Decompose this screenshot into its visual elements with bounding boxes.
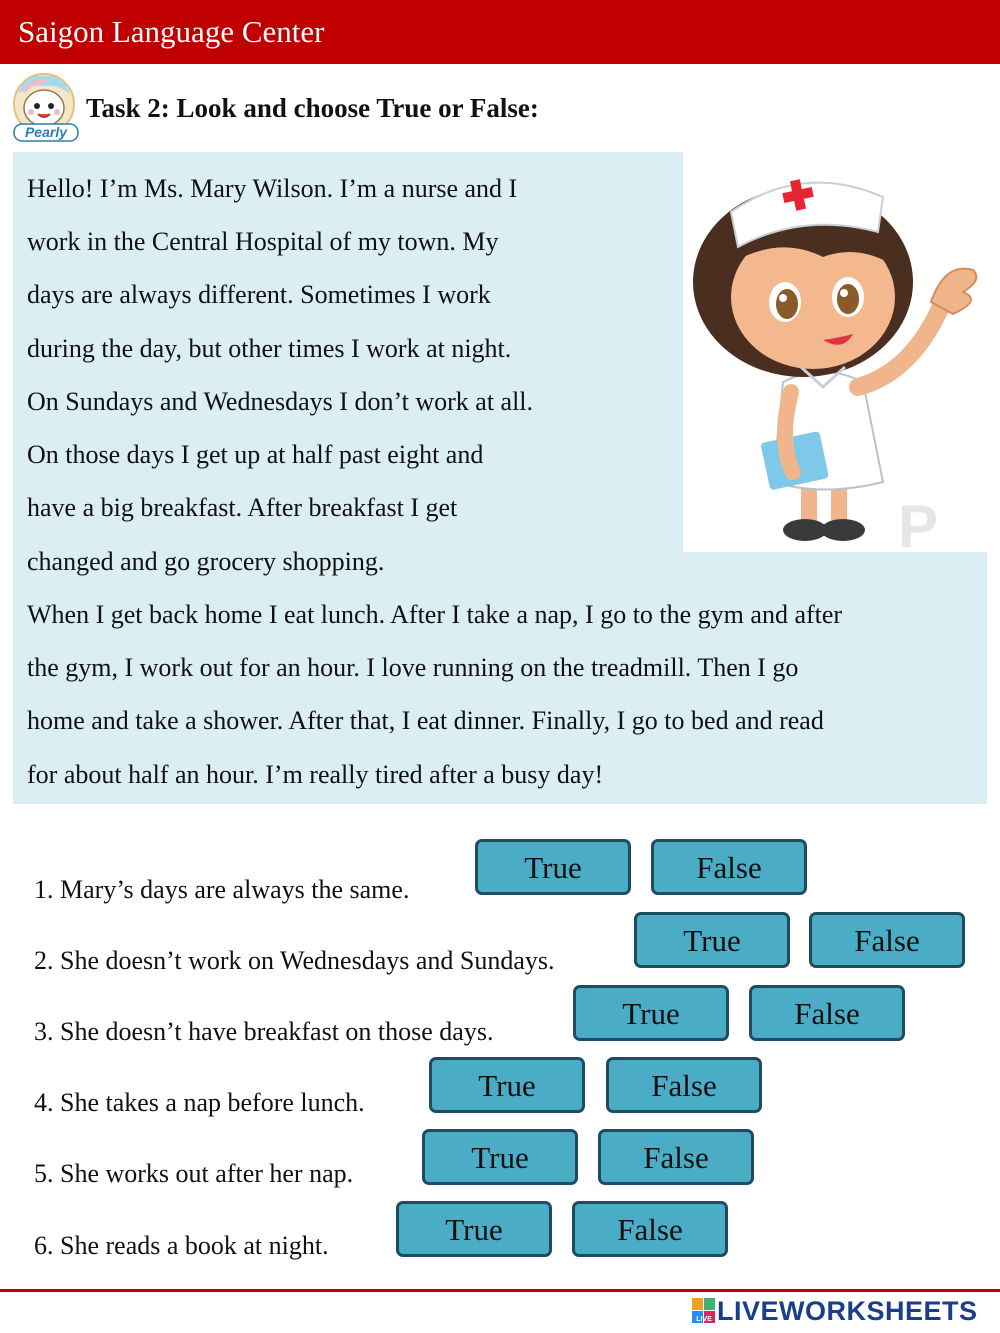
q5-true-button[interactable]: True <box>422 1129 578 1185</box>
reading-line: Hello! I’m Ms. Mary Wilson. I’m a nurse and I <box>27 174 518 203</box>
question-4: 4. She takes a nap before lunch. <box>34 1088 365 1117</box>
svg-text:LIVE: LIVE <box>696 1316 712 1323</box>
q6-false-button[interactable]: False <box>572 1201 728 1257</box>
task-title: Task 2: Look and choose True or False: <box>86 93 539 123</box>
q1-true-button[interactable]: True <box>475 839 631 895</box>
question-6: 6. She reads a book at night. <box>34 1231 329 1260</box>
reading-line: have a big breakfast. After breakfast I get <box>27 493 458 522</box>
q2-true-button[interactable]: True <box>634 912 790 968</box>
header-title: Saigon Language Center <box>18 14 325 49</box>
q6-true-button[interactable]: True <box>396 1201 552 1257</box>
question-5: 5. She works out after her nap. <box>34 1159 354 1188</box>
q3-false-button[interactable]: False <box>749 985 905 1041</box>
question-1: 1. Mary’s days are always the same. <box>34 875 410 904</box>
reading-line: On those days I get up at half past eight and <box>27 440 484 469</box>
svg-text:Pearly: Pearly <box>24 124 68 140</box>
pearly-logo-icon <box>6 70 84 144</box>
reading-line: the gym, I work out for an hour. I love running on the treadmill. Then I go <box>27 653 799 682</box>
reading-line: for about half an hour. I’m really tired after a busy day! <box>27 760 604 789</box>
q4-false-button[interactable]: False <box>606 1057 762 1113</box>
reading-line: days are always different. Sometimes I work <box>27 280 491 309</box>
question-3: 3. She doesn’t have breakfast on those days. <box>34 1017 494 1046</box>
q1-false-button[interactable]: False <box>651 839 807 895</box>
liveworksheets-brand[interactable]: LIVEWORKSHEETS <box>717 1296 978 1326</box>
reading-line: When I get back home I eat lunch. After I take a nap, I go to the gym and after <box>27 600 843 629</box>
q3-true-button[interactable]: True <box>573 985 729 1041</box>
q2-false-button[interactable]: False <box>809 912 965 968</box>
liveworksheets-logo-icon <box>692 1296 716 1326</box>
svg-text:P: P <box>898 493 939 552</box>
reading-line: changed and go grocery shopping. <box>27 547 385 576</box>
question-2: 2. She doesn’t work on Wednesdays and Sundays. <box>34 946 555 975</box>
nurse-illustration-icon <box>683 152 1000 552</box>
q5-false-button[interactable]: False <box>598 1129 754 1185</box>
reading-line: home and take a shower. After that, I eat dinner. Finally, I go to bed and read <box>27 706 824 735</box>
q4-true-button[interactable]: True <box>429 1057 585 1113</box>
footer-divider <box>0 1289 1000 1292</box>
reading-line: On Sundays and Wednesdays I don’t work at all. <box>27 387 534 416</box>
header-bar <box>0 0 1000 64</box>
reading-line: work in the Central Hospital of my town. My <box>27 227 499 256</box>
reading-line: during the day, but other times I work at night. <box>27 334 512 363</box>
